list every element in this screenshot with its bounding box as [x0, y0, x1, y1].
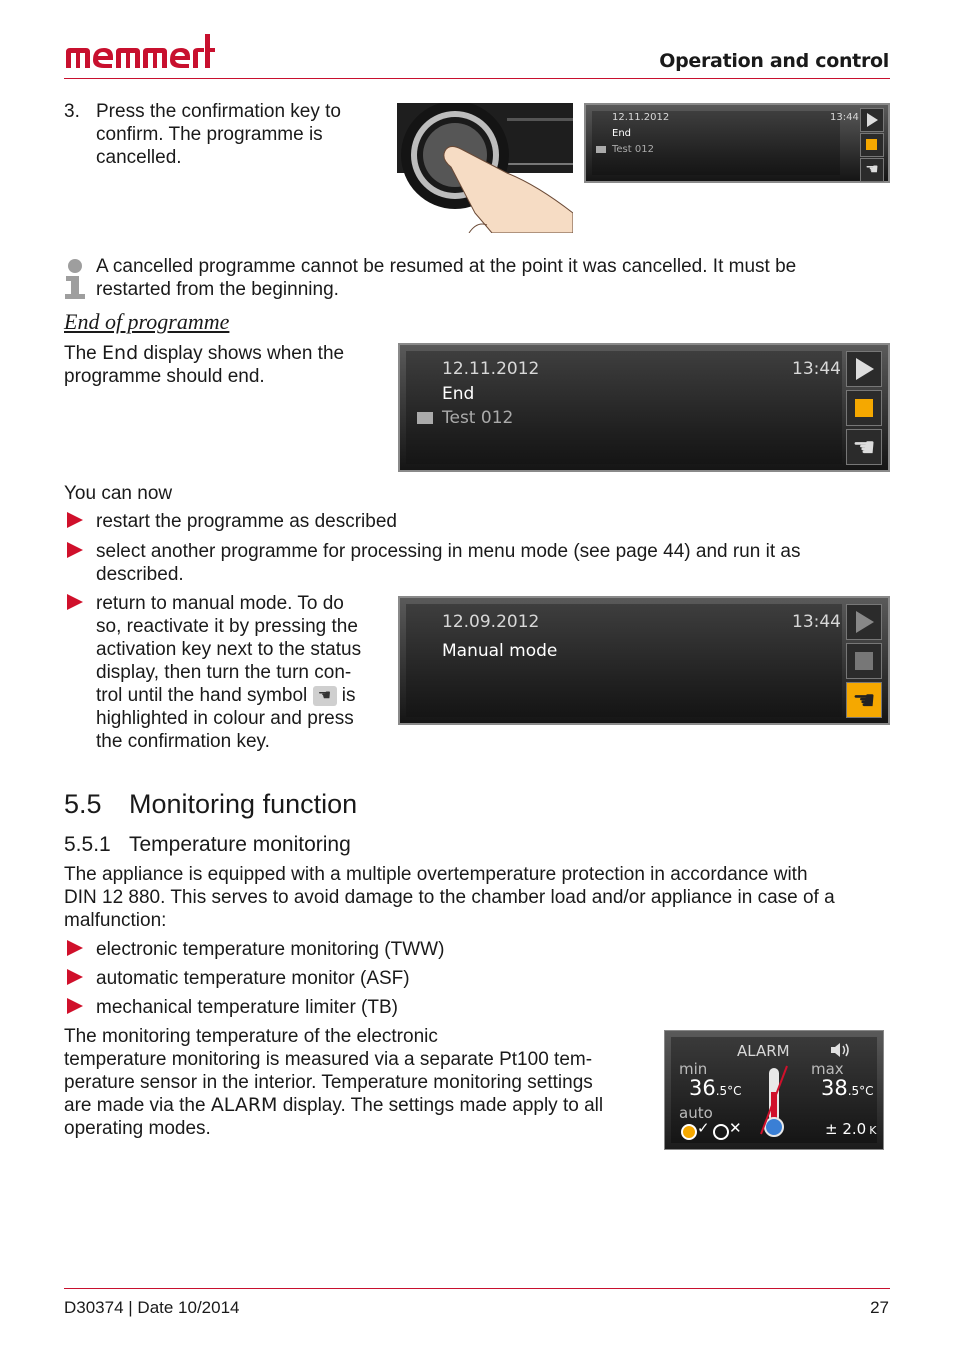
small-end-screen — [584, 103, 890, 183]
end-screen-time: 13:44 — [792, 359, 841, 379]
bullet-arrow-icon — [67, 512, 83, 528]
end-description: The End display shows when the programme should end. — [64, 342, 345, 387]
section-header: Operation and control — [659, 50, 889, 72]
play-button[interactable] — [846, 604, 882, 640]
end-screen-date: 12.11.2012 — [442, 359, 540, 379]
small-screen-date: 12.11.2012 — [612, 112, 670, 123]
stop-button[interactable] — [846, 643, 882, 679]
bullet-arrow-icon — [67, 940, 83, 956]
footer-doc-ref: D30374 | Date 10/2014 — [64, 1298, 240, 1317]
page-number: 27 — [870, 1298, 889, 1317]
step-number: 3. — [64, 101, 80, 122]
auto-on-radio[interactable] — [681, 1124, 697, 1140]
max-value: 38.5°C — [821, 1076, 874, 1100]
bullet-asf: automatic temperature monitor (ASF) — [96, 968, 410, 989]
small-screen-time: 13:44 — [830, 112, 859, 123]
header-rule — [64, 78, 890, 79]
max-label: max — [811, 1060, 844, 1078]
hand-icon[interactable]: ☚ — [846, 682, 882, 718]
speaker-icon — [829, 1041, 853, 1059]
section-number: 5.5 — [64, 789, 102, 819]
bullet-arrow-icon — [67, 594, 83, 610]
stop-button[interactable] — [860, 133, 884, 157]
step-3-text: Press the confirmation key to confirm. The programme is cancelled. — [96, 101, 341, 168]
check-icon: ✓ — [697, 1120, 710, 1137]
cross-icon: ✕ — [729, 1120, 742, 1137]
bullet-tb: mechanical temperature limiter (TB) — [96, 997, 398, 1018]
manual-screen-date: 12.09.2012 — [442, 612, 540, 632]
manual-screen-status: Manual mode — [442, 641, 558, 661]
manual-mode-screen — [398, 596, 890, 725]
you-can-now-text: You can now — [64, 483, 173, 504]
section-title: Monitoring function — [129, 789, 358, 819]
end-screen-status: End — [442, 384, 475, 404]
min-label: min — [679, 1060, 708, 1078]
end-of-programme-heading: End of programme — [64, 309, 230, 334]
auto-label: auto — [679, 1104, 713, 1122]
folder-icon — [596, 146, 606, 153]
folder-icon — [417, 412, 433, 424]
confirmation-key-illustration — [397, 103, 573, 233]
footer-rule — [64, 1288, 890, 1289]
hand-icon[interactable]: ☚ — [846, 429, 882, 465]
subsection-number: 5.5.1 — [64, 833, 111, 856]
monitoring-settings-text: The monitoring temperature of the electronic temperature monitoring is measured via a separate Pt100 tem- perature sensor in the interior. Temperature monitoring settings are made via the ALARM display. The settings made apply to all operating modes. — [64, 1026, 604, 1139]
info-icon — [64, 258, 86, 300]
alarm-display-screen — [664, 1030, 884, 1150]
end-display-screen — [398, 343, 890, 472]
end-screen-programme: Test 012 — [442, 408, 514, 428]
manual-screen-time: 13:44 — [792, 612, 841, 632]
memmert-logo — [64, 30, 216, 72]
bullet-restart: restart the programme as described — [96, 511, 397, 532]
bullet-arrow-icon — [67, 969, 83, 985]
min-value: 36.5°C — [689, 1076, 742, 1100]
bullet-arrow-icon — [67, 998, 83, 1014]
alarm-title: ALARM — [737, 1042, 790, 1060]
monitoring-intro: The appliance is equipped with a multiple overtemperature protection in accordance with DIN 12 880. This serves to avoid damage to the chamber load and/or appliance in case of a malfunction: — [64, 864, 835, 931]
small-screen-programme: Test 012 — [612, 144, 654, 155]
subsection-title: Temperature monitoring — [129, 833, 351, 856]
tolerance-value: ± 2.0 K — [825, 1120, 877, 1138]
play-button[interactable] — [846, 351, 882, 387]
bullet-arrow-icon — [67, 542, 83, 558]
bullet-manual-mode: return to manual mode. To do so, reactivate it by pressing the activation key next to the status display, then turn the turn con- trol until the hand symbol ☚ is highlighted in colour and press the confirmation key. — [96, 593, 362, 752]
hand-symbol-icon: ☚ — [313, 686, 337, 706]
info-note-text: A cancelled programme cannot be resumed at the point it was cancelled. It must be restarted from the beginning. — [96, 256, 797, 300]
small-screen-status: End — [612, 128, 632, 139]
hand-icon[interactable]: ☚ — [860, 158, 884, 182]
thermometer-icon — [757, 1064, 791, 1138]
bullet-tww: electronic temperature monitoring (TWW) — [96, 939, 445, 960]
bullet-select-programme: select another programme for processing in menu mode (see page 44) and run it as described. — [96, 541, 801, 585]
stop-button[interactable] — [846, 390, 882, 426]
play-button[interactable] — [860, 108, 884, 132]
auto-off-radio[interactable] — [713, 1124, 729, 1140]
